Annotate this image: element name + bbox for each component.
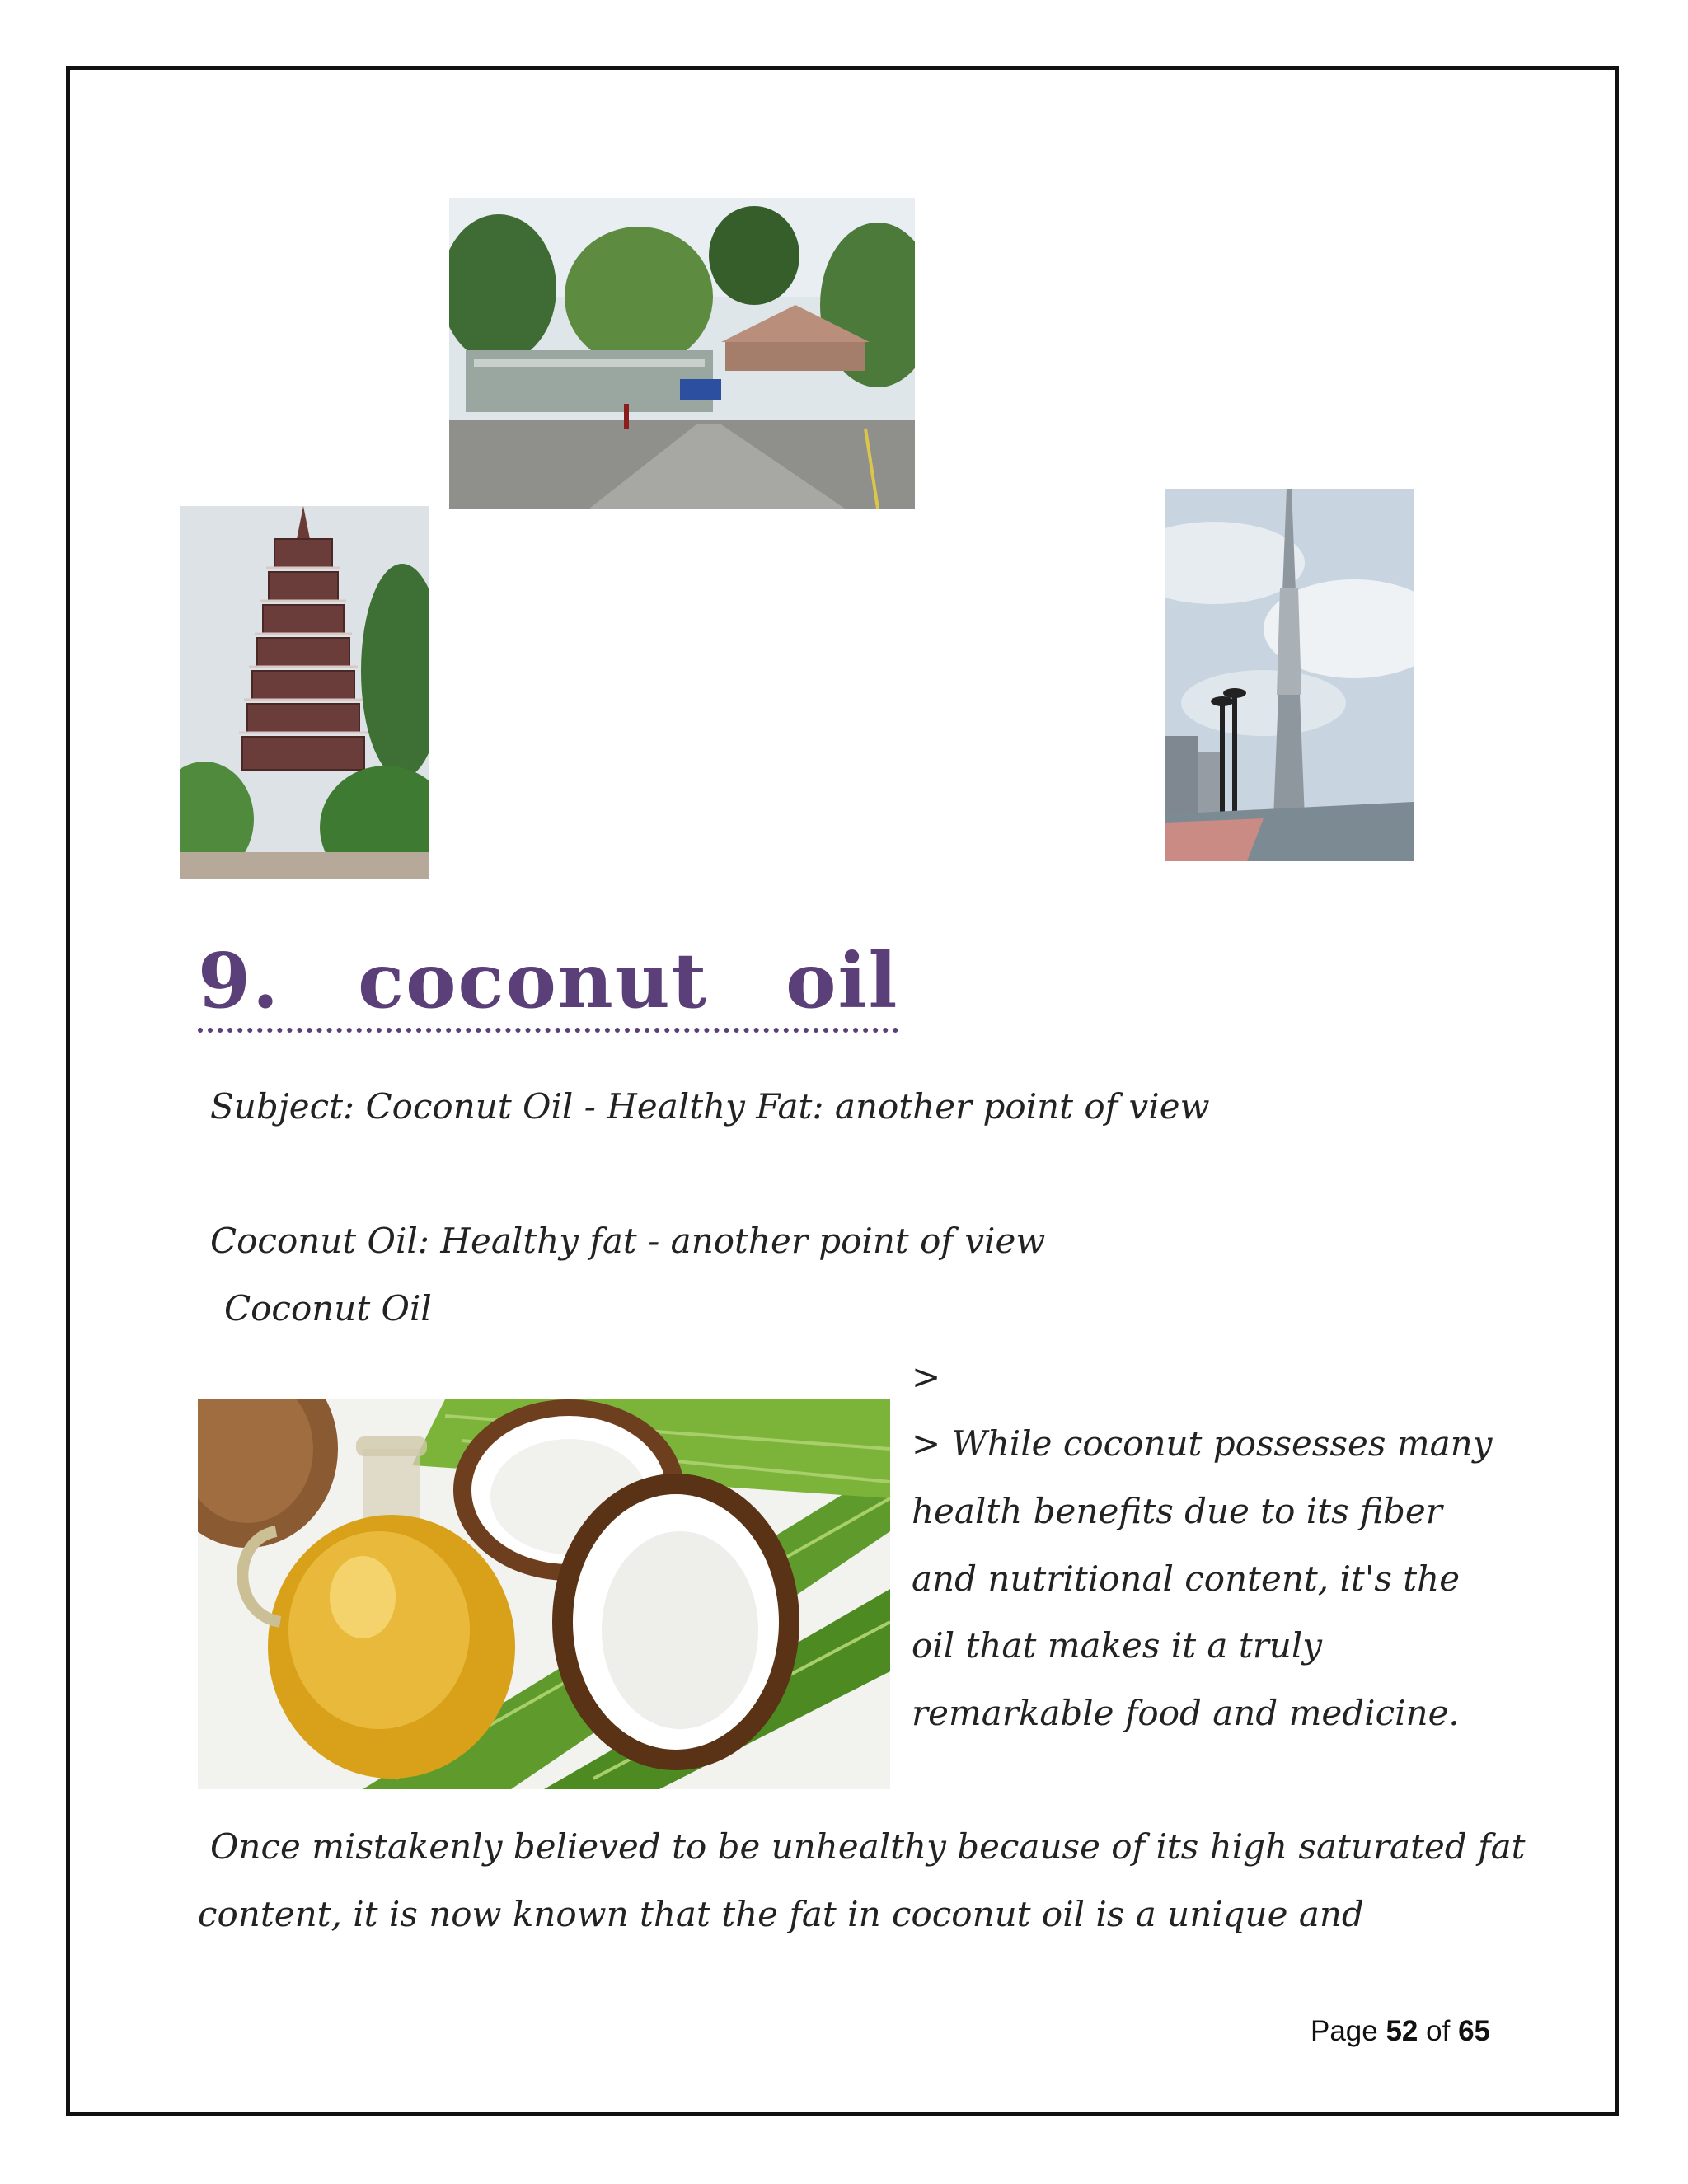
page-prefix: Page	[1310, 2015, 1378, 2047]
canton-tower-photo	[1165, 489, 1414, 861]
coconut-oil-photo	[198, 1399, 890, 1789]
pagoda-photo	[180, 506, 429, 879]
page-number	[1311, 2015, 1490, 2048]
section-title: coconut oil	[358, 936, 899, 1025]
quote-line-3: health benefits due to its fiber	[912, 1491, 1442, 1531]
section-heading	[198, 936, 899, 1033]
intro-subtitle: Coconut Oil	[224, 1288, 432, 1329]
quote-line-5: oil that makes it a truly	[912, 1625, 1322, 1666]
body-line-1: Once mistakenly believed to be unhealthy because of its high saturated fat	[210, 1826, 1526, 1867]
subject-line: Subject: Coconut Oil - Healthy Fat: another point of view	[210, 1086, 1210, 1127]
quote-line-1: >	[912, 1357, 941, 1397]
page-total: 65	[1458, 2015, 1490, 2047]
page-current: 52	[1386, 2015, 1418, 2047]
body-line-2: content, it is now known that the fat in coconut oil is a unique and	[198, 1894, 1364, 1934]
quote-line-4: and nutritional content, it's the	[912, 1558, 1461, 1599]
section-number: 9.	[198, 936, 281, 1025]
street-gate-photo	[449, 198, 915, 509]
intro-title-line: Coconut Oil: Healthy fat - another point of view	[210, 1221, 1046, 1261]
quote-line-2: > While coconut possesses many	[912, 1423, 1493, 1464]
page-of: of	[1426, 2015, 1451, 2047]
quote-line-6: remarkable food and medicine.	[912, 1693, 1460, 1733]
